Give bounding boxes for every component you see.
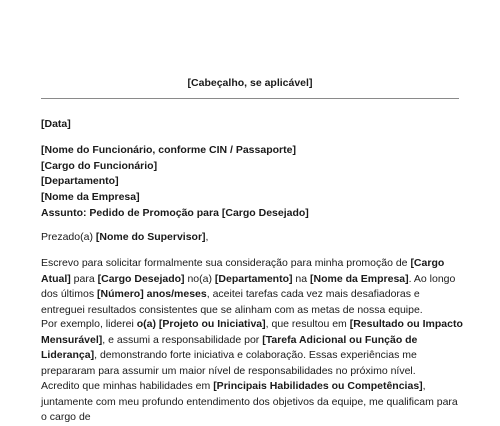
p1-text-5: . Ao longo dos últimos (41, 272, 456, 301)
paragraph-examples (41, 317, 466, 379)
p2-text-3: , e assumi a responsabilidade por (102, 333, 263, 346)
header-divider (41, 98, 459, 99)
greeting-prefix: Prezado(a) (41, 231, 96, 243)
p2-text-1: Por exemplo, liderei (41, 318, 137, 330)
employee-info (41, 143, 466, 205)
p1-text-6: , aceitei tarefas cada vez mais desafiadoras e entreguei resultados consistentes que se alinham com as metas de nossa equipe. (41, 288, 423, 316)
greeting-suffix: , (205, 231, 209, 243)
supervisor-name: [Nome do Supervisor] (95, 231, 206, 243)
p1-text-1: Escrevo para solicitar formalmente sua consideração para minha promoção de (41, 257, 411, 269)
letter-header: [Cabeçalho, se aplicável] (187, 77, 313, 89)
employee-name: [Nome do Funcionário, conforme CIN / Passaporte] (41, 144, 296, 156)
p3-skills: [Principais Habilidades ou Competências] (213, 380, 423, 392)
p1-text-2: para (70, 272, 98, 285)
employee-company: [Nome da Empresa] (41, 190, 140, 203)
p1-text-4: na (292, 272, 311, 285)
greeting (41, 230, 466, 246)
p3-text-1: Acredito que minhas habilidades em (41, 380, 214, 392)
paragraph-intro (41, 256, 466, 318)
p2-task: [Tarefa Adicional ou Função de Liderança] (41, 333, 418, 362)
p1-current-role: [Cargo Atual] (41, 257, 445, 285)
p1-text-3: no(a) (184, 272, 215, 285)
p1-department: [Departamento] (214, 272, 293, 285)
date-line: [Data] (41, 118, 71, 130)
p1-years: [Número] anos/meses (97, 288, 207, 301)
p2-result: [Resultado ou Impacto Mensurável] (41, 318, 463, 346)
p1-company: [Nome da Empresa] (310, 272, 409, 285)
paragraph-skills (41, 379, 466, 426)
p1-desired-role: [Cargo Desejado] (97, 272, 185, 285)
p2-project: o(a) [Projeto ou Iniciativa] (136, 318, 266, 330)
subject-line: Assunto: Pedido de Promoção para [Cargo Desejado] (41, 207, 309, 219)
p2-text-4: , demonstrando forte iniciativa e colaboração. Essas experiências me prepararam para assumir um maior nível de responsabilidades no próximo nível. (41, 349, 417, 377)
employee-department: [Departamento] (41, 175, 119, 188)
p2-text-2: , que resultou em (265, 318, 350, 330)
p3-text-2: , juntamente com meu profundo entendimento dos objetivos da equipe, me qualificam para o cargo de (41, 380, 458, 424)
employee-role: [Cargo do Funcionário] (41, 159, 158, 172)
